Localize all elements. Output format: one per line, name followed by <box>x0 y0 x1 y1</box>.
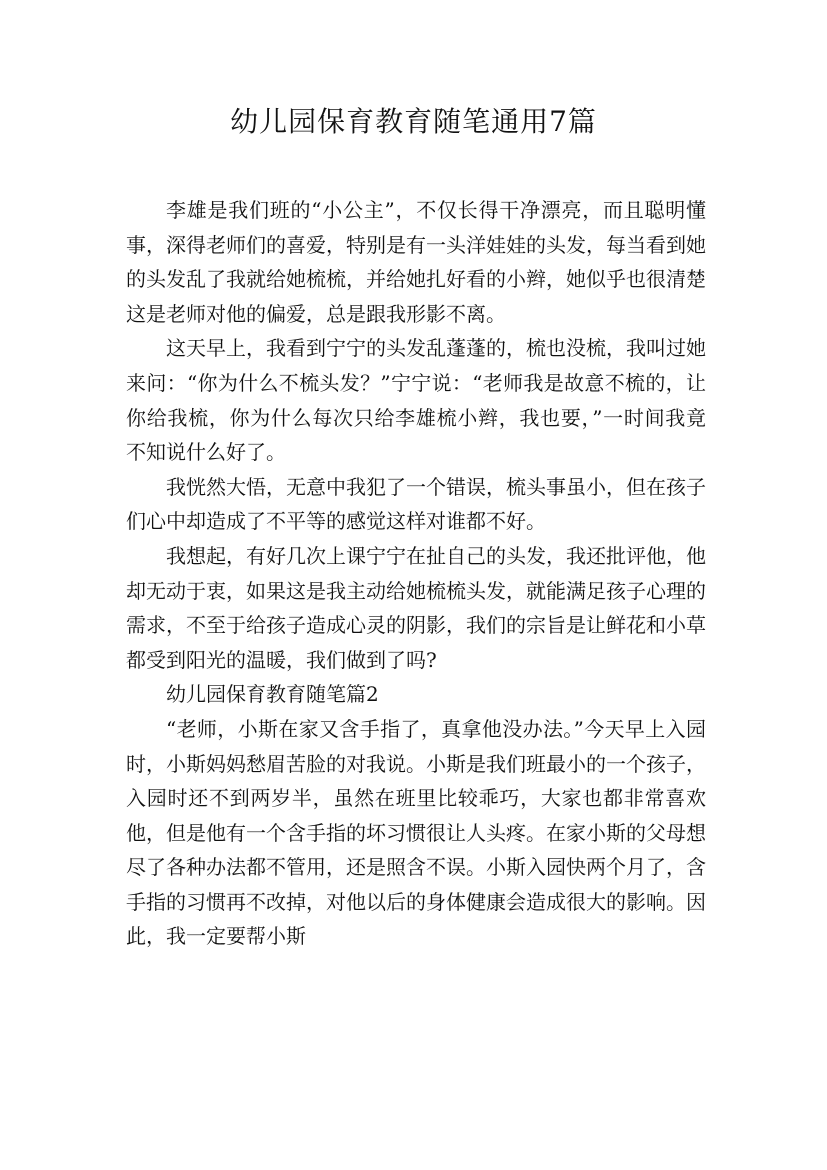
paragraph: 我恍然大悟，无意中我犯了一个错误，梳头事虽小，但在孩子们心中却造成了不平等的感觉这样对谁都不好。 <box>126 474 706 534</box>
paragraph: 我想起，有好几次上课宁宁在扯自己的头发，我还批评他，他却无动于衷，如果这是我主动给她梳梳头发，就能满足孩子心理的需求，不至于给孩子造成心灵的阴影，我们的宗旨是让鲜花和小草都受到阳光的温暖，我们做到了吗? <box>126 543 706 672</box>
section-heading: 幼儿园保育教育随笔篇2 <box>166 682 379 707</box>
document-body <box>126 193 706 954</box>
paragraph: “老师，小斯在家又含手指了，真拿他没办法。”今天早上入园时，小斯妈妈愁眉苦脸的对我说。小斯是我们班最小的一个孩子，入园时还不到两岁半，虽然在班里比较乖巧，大家也都非常喜欢他，但是他有一个含手指的坏习惯很让人头疼。在家小斯的父母想尽了各种办法都不管用，还是照含不误。小斯入园快两个月了，含手指的习惯再不改掉，对他以后的身体健康会造成很大的影响。因此，我一定要帮小斯 <box>126 716 706 949</box>
paragraph: 李雄是我们班的“小公主”，不仅长得干净漂亮，而且聪明懂事，深得老师们的喜爱，特别是有一头洋娃娃的头发，每当看到她的头发乱了我就给她梳梳，并给她扎好看的小辫，她似乎也很清楚这是老师对他的偏爱，总是跟我形影不离。 <box>126 198 706 326</box>
paragraph: 这天早上，我看到宁宁的头发乱蓬蓬的，梳也没梳，我叫过她来问：“你为什么不梳头发？”宁宁说：“老师我是故意不梳的，让你给我梳，你为什么每次只给李雄梳小辫，我也要，”一时间我竟不知说什么好了。 <box>126 336 706 465</box>
document-title: 幼儿园保育教育随笔通用7篇 <box>230 105 597 138</box>
